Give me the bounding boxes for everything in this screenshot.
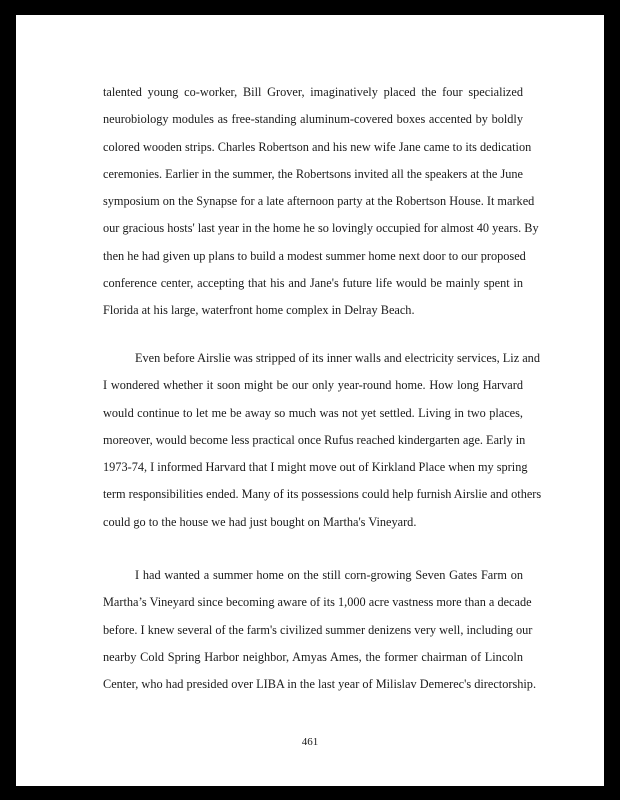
- paragraph-1: [103, 79, 539, 325]
- text-line: neurobiology modules as free-standing aluminum-covered boxes accented by boldly: [103, 112, 523, 127]
- text-line: colored wooden strips. Charles Robertson and his new wife Jane came to its dedication: [103, 139, 532, 154]
- text-line: 1973-74, I informed Harvard that I might move out of Kirkland Place when my spring: [103, 460, 528, 475]
- text-line: Center, who had presided over LIBA in the last year of Milislav Demerec's directorship.: [103, 677, 537, 692]
- text-line: conference center, accepting that his and Jane's future life would be mainly spent in: [103, 276, 523, 291]
- document-page: [16, 15, 604, 786]
- page-number: 461: [301, 736, 319, 748]
- text-line: before. I knew several of the farm's civilized summer denizens very well, including our: [103, 622, 533, 637]
- text-line: Martha’s Vineyard since becoming aware of its 1,000 acre vastness more than a decade: [103, 595, 532, 610]
- paragraph-3: [103, 562, 537, 698]
- paragraph-2: [103, 345, 542, 536]
- text-line: could go to the house we had just bought on Martha's Vineyard.: [103, 514, 417, 529]
- text-line: moreover, would become less practical once Rufus reached kindergarten age. Early in: [103, 432, 526, 447]
- text-line: our gracious hosts' last year in the home he so lovingly occupied for almost 40 years. By: [103, 221, 539, 236]
- text-line: term responsibilities ended. Many of its possessions could help furnish Airslie and others: [103, 487, 542, 502]
- text-line: Florida at his large, waterfront home complex in Delray Beach.: [103, 303, 415, 318]
- text-line: would continue to let me be away so much was not yet settled. Living in two places,: [103, 405, 523, 420]
- text-line: I wondered whether it soon might be our only year-round home. How long Harvard: [103, 378, 523, 393]
- text-line: talented young co-worker, Bill Grover, imaginatively placed the four specialized: [103, 85, 523, 99]
- text-line: I had wanted a summer home on the still corn-growing Seven Gates Farm on: [135, 568, 523, 582]
- text-line: symposium on the Synapse for a late afternoon party at the Robertson House. It marked: [103, 194, 535, 209]
- text-line: ceremonies. Earlier in the summer, the Robertsons invited all the speakers at the June: [103, 166, 523, 181]
- text-line: nearby Cold Spring Harbor neighbor, Amyas Ames, the former chairman of Lincoln: [103, 649, 523, 664]
- text-line: then he had given up plans to build a modest summer home next door to our proposed: [103, 248, 526, 263]
- text-line: Even before Airslie was stripped of its inner walls and electricity services, Liz and: [135, 351, 540, 365]
